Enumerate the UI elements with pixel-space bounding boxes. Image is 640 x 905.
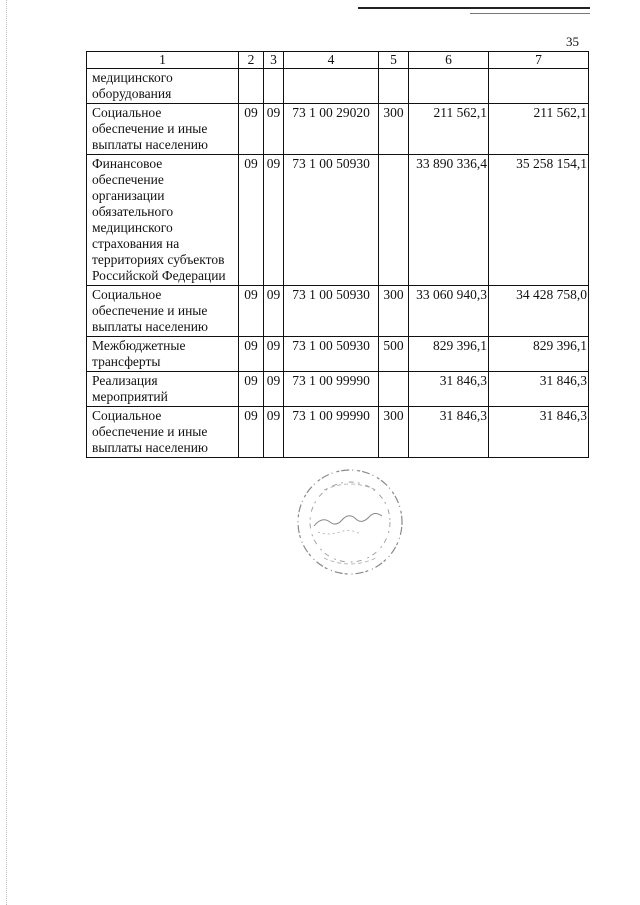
section-code: 09 bbox=[239, 104, 264, 155]
table-row bbox=[87, 104, 589, 155]
column-header-4: 4 bbox=[284, 52, 379, 69]
amount-col-7: 829 396,1 bbox=[489, 337, 589, 372]
subsection-code: 09 bbox=[264, 155, 284, 286]
amount-col-6: 829 396,1 bbox=[409, 337, 489, 372]
stamp-seal-icon bbox=[294, 466, 406, 578]
target-article-code: 73 1 00 99990 bbox=[284, 407, 379, 458]
row-name: Межбюджетные трансферты bbox=[87, 337, 239, 372]
target-article-code bbox=[284, 69, 379, 104]
target-article-code: 73 1 00 50930 bbox=[284, 155, 379, 286]
section-code bbox=[239, 69, 264, 104]
target-article-code: 73 1 00 50930 bbox=[284, 337, 379, 372]
table-row bbox=[87, 407, 589, 458]
page-number: 35 bbox=[566, 34, 579, 49]
page-edge-mark bbox=[6, 0, 7, 905]
row-name: медицинского оборудования bbox=[87, 69, 239, 104]
amount-col-7: 31 846,3 bbox=[489, 372, 589, 407]
amount-col-7: 34 428 758,0 bbox=[489, 286, 589, 337]
subsection-code: 09 bbox=[264, 286, 284, 337]
subsection-code: 09 bbox=[264, 372, 284, 407]
subsection-code bbox=[264, 69, 284, 104]
target-article-code: 73 1 00 99990 bbox=[284, 372, 379, 407]
column-header-7: 7 bbox=[489, 52, 589, 69]
amount-col-6: 33 060 940,3 bbox=[409, 286, 489, 337]
row-name: Финансовое обеспечение организации обязательного медицинского страхования на территориях субъектов Российской Федерации bbox=[87, 155, 239, 286]
section-code: 09 bbox=[239, 372, 264, 407]
row-name: Социальное обеспечение и иные выплаты населению bbox=[87, 407, 239, 458]
expense-type-code bbox=[379, 372, 409, 407]
table-row bbox=[87, 337, 589, 372]
expense-type-code bbox=[379, 155, 409, 286]
section-code: 09 bbox=[239, 155, 264, 286]
row-name: Социальное обеспечение и иные выплаты населению bbox=[87, 104, 239, 155]
amount-col-7 bbox=[489, 69, 589, 104]
target-article-code: 73 1 00 29020 bbox=[284, 104, 379, 155]
amount-col-7: 31 846,3 bbox=[489, 407, 589, 458]
table-row bbox=[87, 286, 589, 337]
table-row bbox=[87, 155, 589, 286]
subsection-code: 09 bbox=[264, 104, 284, 155]
expense-type-code: 300 bbox=[379, 286, 409, 337]
amount-col-6: 31 846,3 bbox=[409, 372, 489, 407]
amount-col-6: 211 562,1 bbox=[409, 104, 489, 155]
amount-col-7: 35 258 154,1 bbox=[489, 155, 589, 286]
amount-col-6: 33 890 336,4 bbox=[409, 155, 489, 286]
column-header-6: 6 bbox=[409, 52, 489, 69]
amount-col-7: 211 562,1 bbox=[489, 104, 589, 155]
section-code: 09 bbox=[239, 337, 264, 372]
expense-type-code: 500 bbox=[379, 337, 409, 372]
amount-col-6 bbox=[409, 69, 489, 104]
column-header-1: 1 bbox=[87, 52, 239, 69]
amount-col-6: 31 846,3 bbox=[409, 407, 489, 458]
expense-type-code: 300 bbox=[379, 104, 409, 155]
target-article-code: 73 1 00 50930 bbox=[284, 286, 379, 337]
column-header-3: 3 bbox=[264, 52, 284, 69]
row-name: Реализация мероприятий bbox=[87, 372, 239, 407]
top-rule bbox=[358, 7, 590, 9]
section-code: 09 bbox=[239, 286, 264, 337]
table-row bbox=[87, 372, 589, 407]
header-row bbox=[87, 52, 589, 69]
section-code: 09 bbox=[239, 407, 264, 458]
table-row bbox=[87, 69, 589, 104]
subsection-code: 09 bbox=[264, 337, 284, 372]
row-name: Социальное обеспечение и иные выплаты населению bbox=[87, 286, 239, 337]
column-header-5: 5 bbox=[379, 52, 409, 69]
column-header-2: 2 bbox=[239, 52, 264, 69]
subsection-code: 09 bbox=[264, 407, 284, 458]
expense-type-code: 300 bbox=[379, 407, 409, 458]
budget-table bbox=[86, 51, 589, 458]
top-rule-tail bbox=[470, 13, 590, 14]
expense-type-code bbox=[379, 69, 409, 104]
